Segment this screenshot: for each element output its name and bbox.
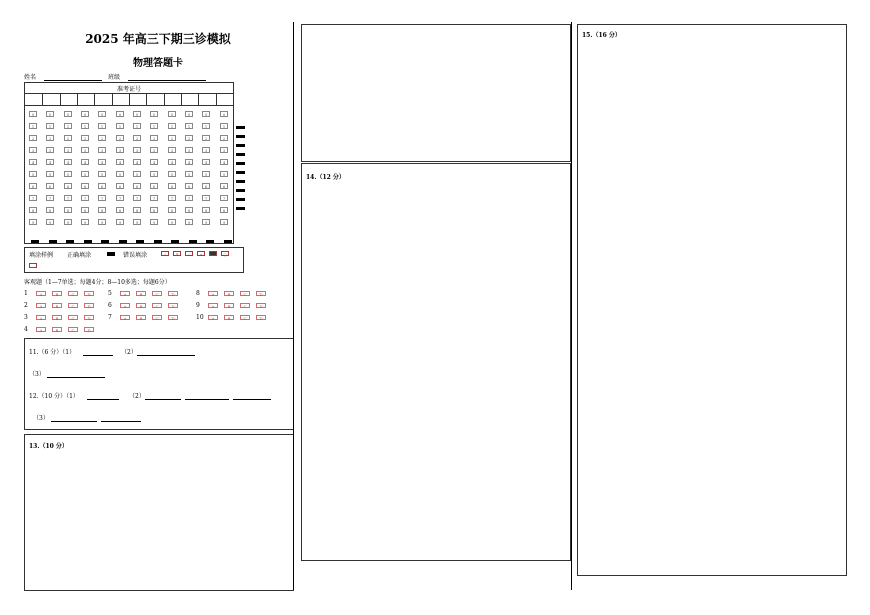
admission-digit-bubble[interactable]: 3 — [116, 147, 124, 153]
admission-digit-bubble[interactable]: 6 — [168, 183, 176, 189]
objective-option-bubble[interactable]: A — [36, 315, 46, 320]
correct-fill-mark — [107, 252, 115, 256]
timing-mark — [66, 240, 74, 243]
objective-option-bubble[interactable]: C — [240, 291, 250, 296]
q12-label: 12.（10 分）（1） — [29, 393, 79, 400]
objective-option-bubble[interactable]: A — [36, 327, 46, 332]
admission-digit-bubble[interactable]: 2 — [150, 135, 158, 141]
admission-digit-bubble[interactable]: 9 — [46, 219, 54, 225]
admission-digit-bubble[interactable]: 8 — [81, 207, 89, 213]
admission-digit-bubble[interactable]: 1 — [64, 123, 72, 129]
admission-digit-bubble[interactable]: 0 — [46, 111, 54, 117]
admission-digit-bubble[interactable]: 3 — [98, 147, 106, 153]
q12-answer-1-line[interactable] — [87, 391, 119, 400]
timing-mark — [236, 189, 245, 192]
admission-digit-bubble[interactable]: 3 — [133, 147, 141, 153]
objective-question-number: 6 — [108, 302, 112, 309]
admission-digit-bubble[interactable]: 5 — [29, 171, 37, 177]
grid-column-divider — [94, 93, 95, 105]
timing-mark — [236, 207, 245, 210]
wrong-fill-example — [209, 251, 217, 256]
admission-digit-bubble[interactable]: 1 — [29, 123, 37, 129]
timing-mark — [206, 240, 214, 243]
name-field[interactable] — [24, 72, 102, 81]
admission-digit-bubble[interactable]: 1 — [185, 123, 193, 129]
admission-digit-bubble[interactable]: 4 — [202, 159, 210, 165]
admission-digit-bubble[interactable]: 2 — [98, 135, 106, 141]
admission-digit-bubble[interactable]: 6 — [116, 183, 124, 189]
q11-answer-2-line[interactable] — [137, 347, 195, 356]
objective-option-bubble[interactable]: B — [52, 327, 62, 332]
admission-digit-bubble[interactable]: 8 — [185, 207, 193, 213]
admission-digit-bubble[interactable]: 1 — [98, 123, 106, 129]
admission-digit-bubble[interactable]: 8 — [46, 207, 54, 213]
objective-option-bubble[interactable]: A — [208, 315, 218, 320]
admission-digit-bubble[interactable]: 5 — [220, 171, 228, 177]
admission-digit-bubble[interactable]: 5 — [46, 171, 54, 177]
admission-digit-bubble[interactable]: 7 — [116, 195, 124, 201]
admission-digit-bubble[interactable]: 2 — [220, 135, 228, 141]
objective-option-bubble[interactable]: A — [208, 303, 218, 308]
grid-column-divider — [112, 93, 113, 105]
objective-option-bubble[interactable]: D — [256, 291, 266, 296]
grid-column-divider — [42, 93, 43, 105]
q14-answer-box[interactable] — [301, 163, 571, 561]
grid-column-divider — [181, 93, 182, 105]
objective-option-bubble[interactable]: D — [256, 303, 266, 308]
admission-digit-bubble[interactable]: 0 — [64, 111, 72, 117]
objective-option-bubble[interactable]: D — [84, 291, 94, 296]
admission-digit-bubble[interactable]: 6 — [133, 183, 141, 189]
objective-question-number: 1 — [24, 290, 28, 297]
q12-part3-label: （3） — [33, 415, 49, 422]
objective-option-bubble[interactable]: C — [240, 315, 250, 320]
timing-mark — [224, 240, 232, 243]
objective-question-number: 9 — [196, 302, 200, 309]
admission-digit-bubble[interactable]: 9 — [64, 219, 72, 225]
admission-digit-bubble[interactable]: 8 — [150, 207, 158, 213]
admission-digit-bubble[interactable]: 2 — [64, 135, 72, 141]
q14-label: 14.（12 分） — [306, 174, 345, 181]
objective-option-bubble[interactable]: D — [168, 315, 178, 320]
timing-mark — [189, 240, 197, 243]
admission-number-grid — [24, 82, 234, 244]
timing-mark — [236, 135, 245, 138]
admission-digit-bubble[interactable]: 6 — [29, 183, 37, 189]
objective-option-bubble[interactable]: D — [168, 303, 178, 308]
admission-digit-bubble[interactable]: 0 — [81, 111, 89, 117]
admission-digit-bubble[interactable]: 2 — [185, 135, 193, 141]
q15-answer-box[interactable] — [577, 24, 847, 576]
q15-label: 15.（16 分） — [582, 32, 621, 39]
objective-option-bubble[interactable]: C — [68, 291, 78, 296]
name-label: 姓名 — [24, 74, 37, 81]
admission-label: 准考证号 — [116, 86, 141, 93]
admission-digit-bubble[interactable]: 4 — [98, 159, 106, 165]
objective-option-bubble[interactable]: B — [136, 303, 146, 308]
wrong-fill-example: — — [31, 264, 35, 269]
admission-digit-bubble[interactable]: 1 — [46, 123, 54, 129]
grid-column-divider — [216, 93, 217, 105]
admission-digit-bubble[interactable]: 4 — [150, 159, 158, 165]
admission-digit-bubble[interactable]: 0 — [116, 111, 124, 117]
admission-digit-bubble[interactable]: 3 — [150, 147, 158, 153]
admission-digit-bubble[interactable]: 5 — [150, 171, 158, 177]
grid-column-divider — [77, 93, 78, 105]
admission-digit-bubble[interactable]: 4 — [116, 159, 124, 165]
class-line — [128, 80, 206, 81]
admission-digit-bubble[interactable]: 2 — [116, 135, 124, 141]
timing-mark — [171, 240, 179, 243]
grid-column-divider — [164, 93, 165, 105]
grid-column-divider — [60, 93, 61, 105]
wrong-fill-example: ✗ — [173, 251, 181, 256]
admission-digit-bubble[interactable]: 9 — [202, 219, 210, 225]
admission-digit-bubble[interactable]: 1 — [133, 123, 141, 129]
objective-option-bubble[interactable]: A — [36, 291, 46, 296]
admission-digit-bubble[interactable]: 8 — [202, 207, 210, 213]
admission-digit-bubble[interactable]: 7 — [81, 195, 89, 201]
q11-label: 11.（6 分）（1） — [29, 349, 76, 356]
q11-q12-box — [24, 338, 294, 430]
q12-answer-2b-line[interactable] — [185, 391, 229, 400]
admission-digit-bubble[interactable]: 9 — [185, 219, 193, 225]
admission-digit-bubble[interactable]: 6 — [220, 183, 228, 189]
admission-digit-bubble[interactable]: 8 — [64, 207, 72, 213]
admission-digit-bubble[interactable]: 4 — [133, 159, 141, 165]
objective-option-bubble[interactable]: B — [136, 315, 146, 320]
objective-question-number: 5 — [108, 290, 112, 297]
q11-part2-label: （2） — [121, 349, 137, 356]
admission-digit-bubble[interactable]: 9 — [220, 219, 228, 225]
objective-option-bubble[interactable]: C — [152, 303, 162, 308]
admission-digit-bubble[interactable]: 4 — [168, 159, 176, 165]
admission-digit-bubble[interactable]: 5 — [133, 171, 141, 177]
admission-digit-bubble[interactable]: 7 — [185, 195, 193, 201]
objective-option-bubble[interactable]: D — [84, 327, 94, 332]
admission-digit-bubble[interactable]: 7 — [168, 195, 176, 201]
admission-digit-bubble[interactable]: 4 — [81, 159, 89, 165]
admission-digit-bubble[interactable]: 8 — [116, 207, 124, 213]
admission-digit-bubble[interactable]: 2 — [202, 135, 210, 141]
admission-digit-bubble[interactable]: 7 — [202, 195, 210, 201]
q12-answer-2c-line[interactable] — [233, 391, 271, 400]
admission-digit-bubble[interactable]: 8 — [98, 207, 106, 213]
admission-digit-bubble[interactable]: 9 — [98, 219, 106, 225]
objective-option-bubble[interactable]: C — [152, 315, 162, 320]
admission-digit-bubble[interactable]: 3 — [64, 147, 72, 153]
admission-digit-bubble[interactable]: 5 — [98, 171, 106, 177]
admission-digit-bubble[interactable]: 9 — [133, 219, 141, 225]
wrong-fill-example: ／ — [187, 252, 191, 257]
timing-mark — [119, 240, 127, 243]
objective-option-bubble[interactable]: A — [208, 291, 218, 296]
admission-digit-bubble[interactable]: 0 — [185, 111, 193, 117]
class-field[interactable] — [108, 72, 206, 81]
objective-option-bubble[interactable]: D — [84, 303, 94, 308]
grid-column-divider — [146, 93, 147, 105]
admission-digit-bubble[interactable]: 7 — [98, 195, 106, 201]
admission-digit-bubble[interactable]: 7 — [64, 195, 72, 201]
admission-digit-bubble[interactable]: 2 — [133, 135, 141, 141]
admission-digit-bubble[interactable]: 5 — [116, 171, 124, 177]
objective-option-bubble[interactable]: B — [52, 315, 62, 320]
objective-option-bubble[interactable]: B — [224, 303, 234, 308]
admission-digit-bubble[interactable]: 3 — [185, 147, 193, 153]
timing-mark — [236, 144, 245, 147]
wrong-fill-example: ✓ — [161, 251, 169, 256]
admission-digit-bubble[interactable]: 0 — [133, 111, 141, 117]
admission-digit-bubble[interactable]: 0 — [29, 111, 37, 117]
objective-question-number: 2 — [24, 302, 28, 309]
admission-digit-bubble[interactable]: 8 — [220, 207, 228, 213]
q11-part3-label: （3） — [29, 371, 45, 378]
admission-digit-bubble[interactable]: 8 — [133, 207, 141, 213]
q11-answer-1-line[interactable] — [83, 347, 113, 356]
q12-part2-label: （2） — [129, 393, 145, 400]
admission-digit-bubble[interactable]: 9 — [29, 219, 37, 225]
admission-digit-bubble[interactable]: 5 — [81, 171, 89, 177]
wrong-fill-example: • — [197, 251, 205, 256]
timing-mark — [236, 162, 245, 165]
wrong-fill-example: ○ — [221, 251, 229, 256]
timing-mark — [236, 180, 245, 183]
divider — [25, 105, 233, 106]
objective-option-bubble[interactable]: B — [136, 291, 146, 296]
admission-digit-bubble[interactable]: 0 — [202, 111, 210, 117]
admission-digit-bubble[interactable]: 0 — [168, 111, 176, 117]
admission-digit-bubble[interactable]: 1 — [116, 123, 124, 129]
fill-example-box — [24, 247, 244, 273]
column-divider — [293, 22, 294, 590]
objective-option-bubble[interactable]: C — [240, 303, 250, 308]
q12-answer-3b-line[interactable] — [101, 413, 141, 422]
admission-digit-bubble[interactable]: 1 — [81, 123, 89, 129]
name-line — [44, 80, 102, 81]
q13-label: 13.（10 分） — [29, 443, 68, 450]
objective-option-bubble[interactable]: B — [52, 291, 62, 296]
admission-digit-bubble[interactable]: 3 — [168, 147, 176, 153]
class-label: 班级 — [108, 74, 121, 81]
objective-option-bubble[interactable]: B — [52, 303, 62, 308]
timing-mark — [154, 240, 162, 243]
blank-answer-box[interactable] — [301, 24, 571, 162]
admission-digit-bubble[interactable]: 7 — [220, 195, 228, 201]
admission-digit-bubble[interactable]: 7 — [150, 195, 158, 201]
objective-option-bubble[interactable]: D — [256, 315, 266, 320]
timing-mark — [236, 153, 245, 156]
q12-answer-3a-line[interactable] — [51, 413, 97, 422]
grid-column-divider — [129, 93, 130, 105]
objective-option-bubble[interactable]: C — [68, 303, 78, 308]
admission-digit-bubble[interactable]: 9 — [150, 219, 158, 225]
objective-option-bubble[interactable]: B — [224, 315, 234, 320]
admission-digit-bubble[interactable]: 8 — [168, 207, 176, 213]
objective-option-bubble[interactable]: B — [224, 291, 234, 296]
admission-digit-bubble[interactable]: 4 — [64, 159, 72, 165]
admission-digit-bubble[interactable]: 7 — [29, 195, 37, 201]
correct-fill-label: 正确填涂 — [67, 252, 92, 259]
q13-answer-box[interactable] — [24, 434, 294, 591]
grid-column-divider — [198, 93, 199, 105]
admission-digit-bubble[interactable]: 5 — [168, 171, 176, 177]
admission-digit-bubble[interactable]: 3 — [220, 147, 228, 153]
wrong-fill-label: 错误填涂 — [123, 252, 148, 259]
objective-answers — [24, 287, 292, 337]
admission-digit-bubble[interactable]: 6 — [98, 183, 106, 189]
exam-title: 2025 年高三下期三诊模拟 — [85, 32, 231, 46]
admission-digit-bubble[interactable]: 0 — [220, 111, 228, 117]
admission-digit-bubble[interactable]: 3 — [46, 147, 54, 153]
objective-option-bubble[interactable]: D — [84, 315, 94, 320]
objective-question-number: 4 — [24, 326, 28, 333]
admission-digit-bubble[interactable]: 3 — [81, 147, 89, 153]
admission-digit-bubble[interactable]: 2 — [81, 135, 89, 141]
admission-digit-bubble[interactable]: 9 — [116, 219, 124, 225]
objective-question-number: 8 — [196, 290, 200, 297]
objective-option-bubble[interactable]: C — [68, 327, 78, 332]
admission-digit-bubble[interactable]: 7 — [133, 195, 141, 201]
admission-digit-bubble[interactable]: 6 — [185, 183, 193, 189]
admission-digit-bubble[interactable]: 0 — [98, 111, 106, 117]
admission-digit-bubble[interactable]: 6 — [150, 183, 158, 189]
admission-digit-bubble[interactable]: 2 — [29, 135, 37, 141]
admission-digit-bubble[interactable]: 8 — [29, 207, 37, 213]
fill-example-label: 填涂样例 — [29, 252, 54, 259]
objective-option-bubble[interactable]: A — [120, 291, 130, 296]
admission-digit-bubble[interactable]: 5 — [64, 171, 72, 177]
admission-digit-bubble[interactable]: 6 — [64, 183, 72, 189]
admission-digit-bubble[interactable]: 4 — [29, 159, 37, 165]
timing-mark — [236, 126, 245, 129]
objective-question-number: 3 — [24, 314, 28, 321]
objective-header: 客观题（1—7单选；每题4分；8—10多选；每题6分） — [24, 279, 171, 286]
admission-digit-bubble[interactable]: 1 — [220, 123, 228, 129]
admission-digit-bubble[interactable]: 9 — [168, 219, 176, 225]
admission-digit-bubble[interactable]: 0 — [150, 111, 158, 117]
objective-option-bubble[interactable]: D — [168, 291, 178, 296]
admission-digit-bubble[interactable]: 4 — [220, 159, 228, 165]
admission-digit-bubble[interactable]: 2 — [46, 135, 54, 141]
admission-digit-bubble[interactable]: 9 — [81, 219, 89, 225]
timing-mark — [136, 240, 144, 243]
timing-mark — [49, 240, 57, 243]
admission-digit-bubble[interactable]: 2 — [168, 135, 176, 141]
objective-option-bubble[interactable]: C — [68, 315, 78, 320]
admission-digit-bubble[interactable]: 5 — [185, 171, 193, 177]
objective-question-number: 10 — [196, 314, 204, 321]
sheet-subtitle: 物理答题卡 — [133, 58, 183, 69]
timing-mark — [236, 198, 245, 201]
admission-digit-bubble[interactable]: 1 — [168, 123, 176, 129]
admission-digit-bubble[interactable]: 1 — [202, 123, 210, 129]
admission-digit-bubble[interactable]: 4 — [185, 159, 193, 165]
admission-digit-bubble[interactable]: 6 — [202, 183, 210, 189]
objective-option-bubble[interactable]: A — [36, 303, 46, 308]
admission-digit-bubble[interactable]: 6 — [46, 183, 54, 189]
admission-digit-bubble[interactable]: 3 — [202, 147, 210, 153]
column-divider — [571, 22, 572, 590]
objective-question-number: 7 — [108, 314, 112, 321]
q12-answer-2a-line[interactable] — [145, 391, 181, 400]
admission-digit-bubble[interactable]: 7 — [46, 195, 54, 201]
timing-mark — [84, 240, 92, 243]
admission-digit-bubble[interactable]: 1 — [150, 123, 158, 129]
timing-mark — [236, 171, 245, 174]
admission-digit-bubble[interactable]: 4 — [46, 159, 54, 165]
objective-option-bubble[interactable]: A — [120, 303, 130, 308]
objective-option-bubble[interactable]: A — [120, 315, 130, 320]
admission-digit-bubble[interactable]: 5 — [202, 171, 210, 177]
admission-digit-bubble[interactable]: 3 — [29, 147, 37, 153]
timing-mark — [101, 240, 109, 243]
timing-mark — [31, 240, 39, 243]
q11-answer-3-line[interactable] — [47, 369, 105, 378]
objective-option-bubble[interactable]: C — [152, 291, 162, 296]
admission-digit-bubble[interactable]: 6 — [81, 183, 89, 189]
